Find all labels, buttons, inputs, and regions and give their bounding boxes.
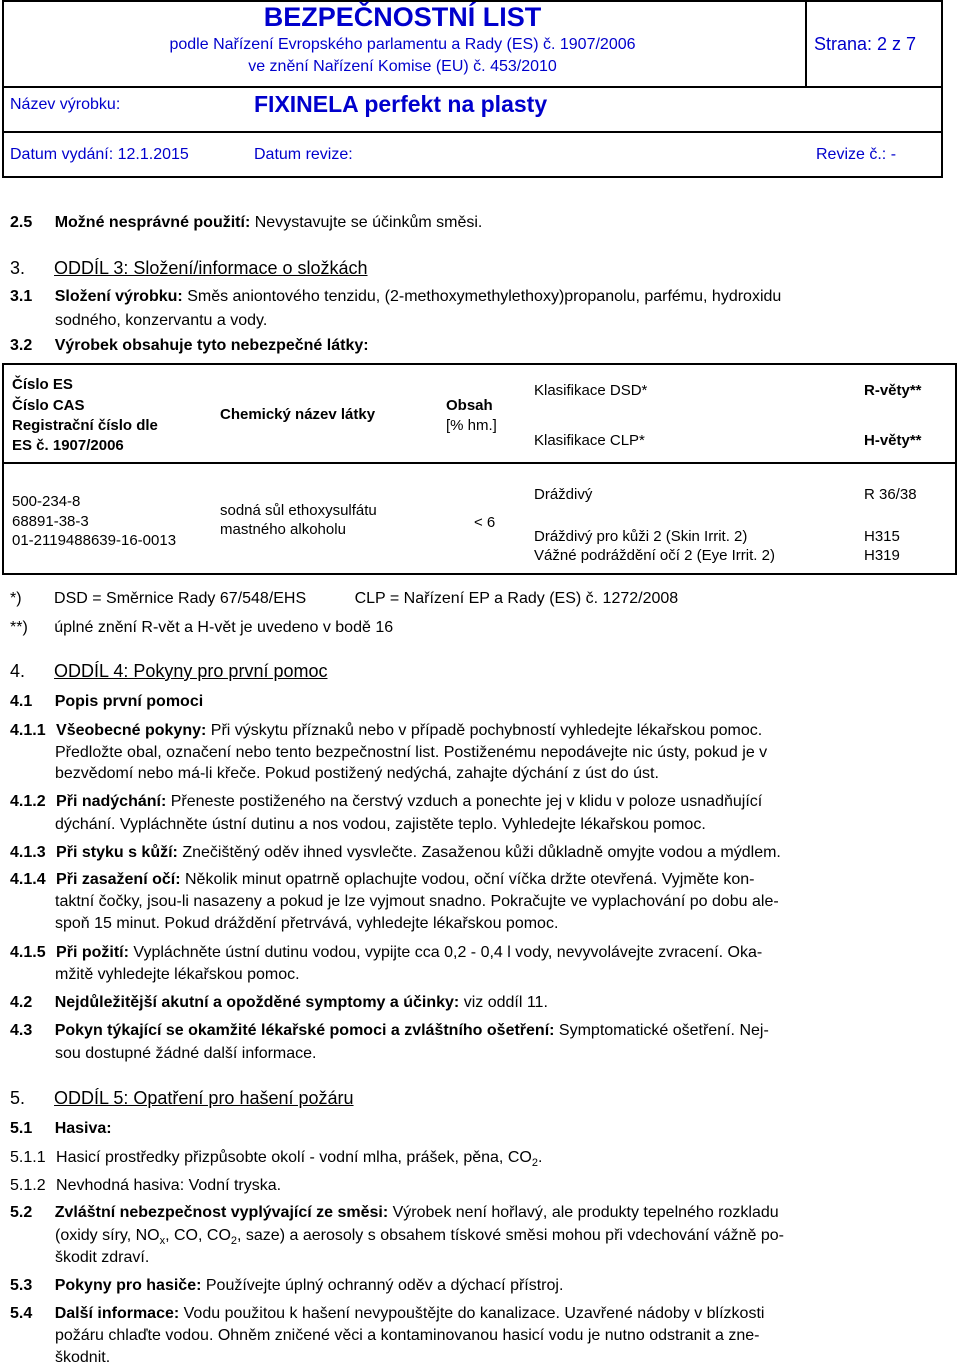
note-text: úplné znění R-vět a H-vět je uvedeno v bodě 16 (54, 619, 394, 636)
document-title: BEZPEČNOSTNÍ LIST (263, 2, 542, 32)
section-number: 5.2 (10, 1204, 33, 1221)
section-4-1-3 (10, 843, 781, 862)
section-number: 5. (10, 1088, 26, 1108)
header-r-phrases: R-věty** (864, 382, 922, 399)
section-label: Při zasažení očí: (56, 871, 181, 888)
section-5-2-line2 (55, 1226, 784, 1251)
subscript: 2 (531, 1157, 538, 1170)
cell-content: < 6 (474, 514, 496, 531)
section-number: 2.5 (10, 214, 33, 231)
cell-cas-number: 68891-38-3 (12, 513, 89, 530)
section-5-heading (10, 1089, 354, 1108)
table-header-separator (4, 462, 955, 464)
hazardous-substances-table (2, 363, 957, 575)
section-5-2-line3: škodit zdraví. (55, 1249, 150, 1266)
header-content-unit: [% hm.] (446, 417, 497, 434)
header-regulation: ES č. 1907/2006 (12, 437, 124, 454)
section-label: Nejdůležitější akutní a opožděné symptomy a účinky: (54, 994, 460, 1011)
section-number: 5.1.1 (10, 1149, 46, 1166)
section-4-3-line2: sou dostupné žádné další informace. (55, 1045, 317, 1062)
text-part: , CO, CO (165, 1227, 231, 1244)
section-text-end: . (537, 1149, 543, 1166)
section-3-1-line2: sodného, konzervantu a vody. (55, 312, 268, 329)
header-registration-number: Registrační číslo dle (12, 417, 158, 434)
section-label: Při styku s kůží: (56, 844, 178, 861)
section-number: 5.4 (10, 1305, 33, 1322)
product-label: Název výrobku: (10, 96, 121, 113)
section-4-1-1-line2: Předložte obal, označení nebo tento bezpečnostní list. Postiženému nepodávejte nic ústy, pokud je v (55, 744, 768, 761)
section-4-1 (10, 692, 203, 711)
section-5-1-1 (10, 1148, 542, 1173)
section-title: ODDÍL 3: Složení/informace o složkách (54, 258, 368, 278)
note-phrases (10, 618, 393, 637)
section-label: Pokyny pro hasiče: (54, 1277, 202, 1294)
section-4-heading (10, 662, 327, 681)
cell-chemical-name-line1: sodná sůl ethoxysulfátu (220, 502, 377, 519)
section-4-2 (10, 993, 548, 1012)
note-mark: *) (10, 590, 22, 607)
header-dsd: Klasifikace DSD* (534, 382, 648, 399)
section-4-1-2 (10, 792, 762, 811)
section-text: Při výskytu příznaků nebo v případě pochybností vyhledejte lékařskou pomoc. (210, 722, 763, 739)
section-title: ODDÍL 4: Pokyny pro první pomoc (54, 661, 328, 681)
section-5-4-line3: škodnit. (55, 1349, 111, 1366)
section-4-1-1 (10, 721, 762, 740)
section-label: Všeobecné pokyny: (56, 722, 207, 739)
cell-registration-number: 01-2119488639-16-0013 (12, 532, 177, 549)
section-3-2 (10, 336, 369, 355)
page-number: Strana: 2 z 7 (814, 34, 917, 54)
section-4-1-1-line3: bezvědomí nebo má-li křeče. Pokud postižený nedýchá, zahajte dýchání z úst do úst. (55, 765, 659, 782)
section-2-5 (10, 213, 482, 232)
section-number: 4.1.2 (10, 793, 46, 810)
section-number: 4.2 (10, 994, 33, 1011)
section-title: Popis první pomoci (54, 693, 204, 710)
note-dsd: DSD = Směrnice Rady 67/548/EHS (54, 590, 307, 607)
revision-date: Datum revize: (254, 146, 353, 163)
section-3-1 (10, 287, 781, 306)
section-text: Hasicí prostředky přizpůsobte okolí - vodní mlha, prášek, pěna, CO (56, 1149, 532, 1166)
section-5-4-line2: požáru chlaďte vodou. Ohněm zničené věci a kontaminovanou hasicí vodu je nutno odstranit a zne- (55, 1327, 760, 1344)
section-text: Znečištěný oděv ihned vysvlečte. Zasaženou kůži důkladně omyjte vodou a mýdlem. (182, 844, 781, 861)
amendment-line: ve znění Nařízení Komise (EU) č. 453/2010 (248, 58, 557, 75)
section-text: Symptomatické ošetření. Nej- (558, 1022, 769, 1039)
cell-clp-line1: Dráždivý pro kůži 2 (Skin Irrit. 2) (534, 528, 748, 545)
section-label: Při nadýchání: (56, 793, 167, 810)
section-4-1-2-line2: dýchání. Vypláchněte ústní dutinu a nos vodou, zajistěte teplo. Vyhledejte lékařskou pomoc. (55, 816, 706, 833)
section-number: 5.3 (10, 1277, 33, 1294)
cell-dsd: Dráždivý (534, 486, 593, 503)
section-text: Vodu použitou k hašení nevypouštějte do kanalizace. Uzavřené nádoby v blízkosti (183, 1305, 765, 1322)
cell-h-phrase-2: H319 (864, 547, 900, 564)
cell-chemical-name-line2: mastného alkoholu (220, 521, 346, 538)
section-number: 5.1.2 (10, 1177, 46, 1194)
regulation-line: podle Nařízení Evropského parlamentu a Rady (ES) č. 1907/2006 (169, 36, 636, 53)
section-text: Směs aniontového tenzidu, (2-methoxymethylethoxy)propanolu, parfému, hydroxidu (187, 288, 782, 305)
cell-es-number: 500-234-8 (12, 493, 81, 510)
section-4-3 (10, 1021, 769, 1040)
product-name: FIXINELA perfekt na plasty (254, 91, 548, 117)
section-label: Složení výrobku: (54, 288, 183, 305)
cell-h-phrase-1: H315 (864, 528, 900, 545)
section-label: Další informace: (54, 1305, 180, 1322)
header-es-number: Číslo ES (12, 376, 73, 393)
document-header (0, 0, 943, 178)
section-label: Zvláštní nebezpečnost vyplývající ze směsi: (54, 1204, 389, 1221)
note-abbreviations (10, 589, 678, 608)
section-label: Výrobek obsahuje tyto nebezpečné látky: (54, 337, 369, 354)
subscript: x (159, 1235, 166, 1248)
section-3-heading (10, 259, 368, 278)
section-4-1-4-line2: taktní čočky, jsou-li nasazeny a pokud je lze vyjmout snadno. Pokračujte ve vyplachování po dobu ale- (55, 893, 779, 910)
note-clp: CLP = Nařízení EP a Rady (ES) č. 1272/2008 (354, 590, 679, 607)
section-number: 3. (10, 258, 26, 278)
section-label: Pokyn týkající se okamžité lékařské pomoci a zvláštního ošetření: (54, 1022, 555, 1039)
section-4-1-4 (10, 870, 754, 889)
section-text: viz oddíl 11. (463, 994, 548, 1011)
section-4-1-4-line3: spoň 15 minut. Pokud dráždění přetrvává, vyhledejte lékařskou pomoc. (55, 915, 559, 932)
header-cas-number: Číslo CAS (12, 397, 85, 414)
section-number: 4. (10, 661, 26, 681)
section-number: 4.3 (10, 1022, 33, 1039)
section-5-3 (10, 1276, 563, 1295)
section-number: 4.1.4 (10, 871, 46, 888)
section-number: 3.2 (10, 337, 33, 354)
section-number: 4.1.5 (10, 944, 46, 961)
section-number: 4.1.1 (10, 722, 46, 739)
section-text: Výrobek není hořlavý, ale produkty tepelného rozkladu (392, 1204, 779, 1221)
section-text: Nevhodná hasiva: Vodní tryska. (56, 1177, 282, 1194)
section-label: Hasiva: (54, 1120, 112, 1137)
section-text: Vypláchněte ústní dutinu vodou, vypijte cca 0,2 - 0,4 l vody, nevyvolávejte zvracení. Oka- (133, 944, 763, 961)
section-4-1-5 (10, 943, 762, 962)
section-text: Používejte úplný ochranný oděv a dýchací přístroj. (205, 1277, 564, 1294)
header-content: Obsah (446, 397, 493, 414)
section-5-4 (10, 1304, 764, 1323)
section-label: Při požití: (56, 944, 129, 961)
section-number: 5.1 (10, 1120, 33, 1137)
section-number: 3.1 (10, 288, 33, 305)
note-mark: **) (10, 619, 28, 636)
cell-r-phrases: R 36/38 (864, 486, 917, 503)
section-number: 4.1 (10, 693, 33, 710)
text-part: (oxidy síry, NO (55, 1227, 160, 1244)
section-5-2 (10, 1203, 779, 1222)
header-chemical-name: Chemický název látky (220, 406, 376, 423)
text-part: , saze) a aerosoly s obsahem tískové směsi mohou při vdechování vážně po- (237, 1227, 784, 1244)
section-4-1-5-line2: mžitě vyhledejte lékařskou pomoc. (55, 966, 300, 983)
section-number: 4.1.3 (10, 844, 46, 861)
subscript: 2 (230, 1235, 238, 1248)
header-clp: Klasifikace CLP* (534, 432, 645, 449)
section-text: Několik minut opatrně oplachujte vodou, oční víčka držte otevřená. Vyjměte kon- (185, 871, 755, 888)
section-label: Možné nesprávné použití: (54, 214, 251, 231)
section-5-1-2 (10, 1176, 281, 1195)
section-text: Nevystavujte se účinkům směsi. (254, 214, 483, 231)
cell-clp-line2: Vážné podráždění očí 2 (Eye Irrit. 2) (534, 547, 775, 564)
section-text: Přeneste postiženého na čerstvý vzduch a ponechte jej v klidu v poloze usnadňující (170, 793, 763, 810)
issue-date: Datum vydání: 12.1.2015 (10, 146, 189, 163)
revision-number: Revize č.: - (816, 146, 897, 163)
section-5-1 (10, 1119, 112, 1138)
section-title: ODDÍL 5: Opatření pro hašení požáru (54, 1088, 354, 1108)
header-h-phrases: H-věty** (864, 432, 922, 449)
